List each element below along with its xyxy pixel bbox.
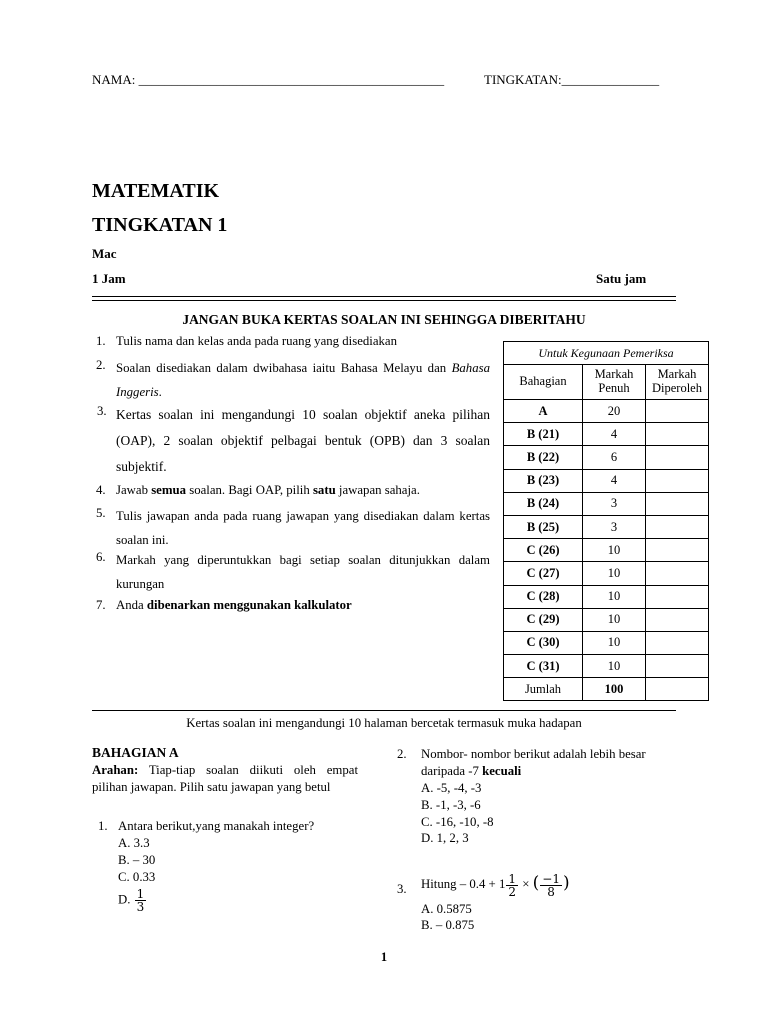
option-b[interactable]: B. -1, -3, -6 [421,797,481,812]
question-3: 3. Hitung – 0.4 + 1 $\frac{1}{2}$ × ( $\frac{-1}{8}$ ) A. 0.5875 B. – 0.875 [397,872,681,934]
marks-total-cell[interactable] [646,678,709,701]
table-row: B (24) 3 [504,492,709,515]
option-a[interactable]: A. 0.5875 [421,901,472,916]
divider-top-2 [92,300,676,301]
name-field-label: NAMA: _______________________________________________ [92,72,445,87]
option-d[interactable]: D. $\frac{1}{3}$ [118,886,145,914]
table-header-obtained: Markah Diperoleh [646,365,709,400]
section-a-intro [92,744,358,796]
table-caption: Untuk Kegunaan Pemeriksa [504,342,709,365]
option-a[interactable]: A. 3.3 [118,835,150,850]
marks-obtained-cell[interactable] [646,631,709,654]
table-row: C (29) 10 [504,608,709,631]
table-header-section: Bahagian [504,365,583,400]
option-d[interactable]: D. 1, 2, 3 [421,831,469,846]
divider-top [92,296,676,297]
marks-table [503,341,709,701]
marks-obtained-cell[interactable] [646,423,709,446]
level-title: TINGKATAN 1 [92,214,228,236]
section-directive: Arahan: Tiap-tiap soalan diikuti oleh empat pilihan jawapan. Pilih satu jawapan yang betul [92,762,358,794]
table-row: A 20 [504,400,709,423]
duration-left: 1 Jam [92,271,126,286]
exam-month: Mac [92,246,117,261]
question-1: 1. Antara berikut,yang manakah integer? A. 3.3 B. – 30 C. 0.33 D. $\frac{1}{3}$ [92,818,358,913]
marks-obtained-cell[interactable] [646,469,709,492]
table-row: C (30) 10 [504,631,709,654]
fraction: $\frac{1}{3}$ [136,886,145,914]
marks-obtained-cell[interactable] [646,492,709,515]
table-total-row: Jumlah 100 [504,678,709,701]
option-c[interactable]: C. -16, -10, -8 [421,814,494,829]
question-text: Antara berikut,yang manakah integer? [118,819,315,833]
question-text: Nombor- nombor berikut adalah lebih besar daripada -7 kecuali [421,747,646,778]
section-heading: BAHAGIAN A [92,745,179,760]
option-c[interactable]: C. 0.33 [118,869,156,884]
divider-footnote [92,710,676,711]
option-a[interactable]: A. -5, -4, -3 [421,780,482,795]
question-text: Hitung – 0.4 + 1 $\frac{1}{2}$ × ( $\frac{-1}{8}$ ) [421,871,570,899]
marks-obtained-cell[interactable] [646,608,709,631]
marks-obtained-cell[interactable] [646,400,709,423]
table-row: C (26) 10 [504,539,709,562]
table-row: B (23) 4 [504,469,709,492]
table-row: B (25) 3 [504,515,709,538]
page-count-note: Kertas soalan ini mengandungi 10 halaman bercetak termasuk muka hadapan [186,716,582,730]
table-row: B (22) 6 [504,446,709,469]
class-field-label: TINGKATAN:_______________ [484,72,660,87]
marks-obtained-cell[interactable] [646,655,709,678]
marks-obtained-cell[interactable] [646,585,709,608]
option-b[interactable]: B. – 0.875 [421,918,475,933]
table-row: C (27) 10 [504,562,709,585]
table-row: C (28) 10 [504,585,709,608]
marks-obtained-cell[interactable] [646,562,709,585]
marks-obtained-cell[interactable] [646,515,709,538]
table-row: B (21) 4 [504,423,709,446]
table-row: C (31) 10 [504,655,709,678]
subject-title: MATEMATIK [92,180,220,202]
fraction: $\frac{-1}{8}$ [542,871,560,899]
question-2: 2. Nombor- nombor berikut adalah lebih besar daripada -7 kecuali A. -5, -4, -3 B. -1, -3, -6 C. -16, -10, -8 D. 1, 2, 3 [397,746,681,847]
marks-obtained-cell[interactable] [646,446,709,469]
option-b[interactable]: B. – 30 [118,852,156,867]
duration-right: Satu jam [596,271,647,286]
warning-text: JANGAN BUKA KERTAS SOALAN INI SEHINGGA DIBERITAHU [182,312,586,327]
marks-obtained-cell[interactable] [646,539,709,562]
table-header-full: Markah Penuh [583,365,646,400]
page-number: 1 [380,950,388,964]
fraction: $\frac{1}{2}$ [508,871,516,899]
